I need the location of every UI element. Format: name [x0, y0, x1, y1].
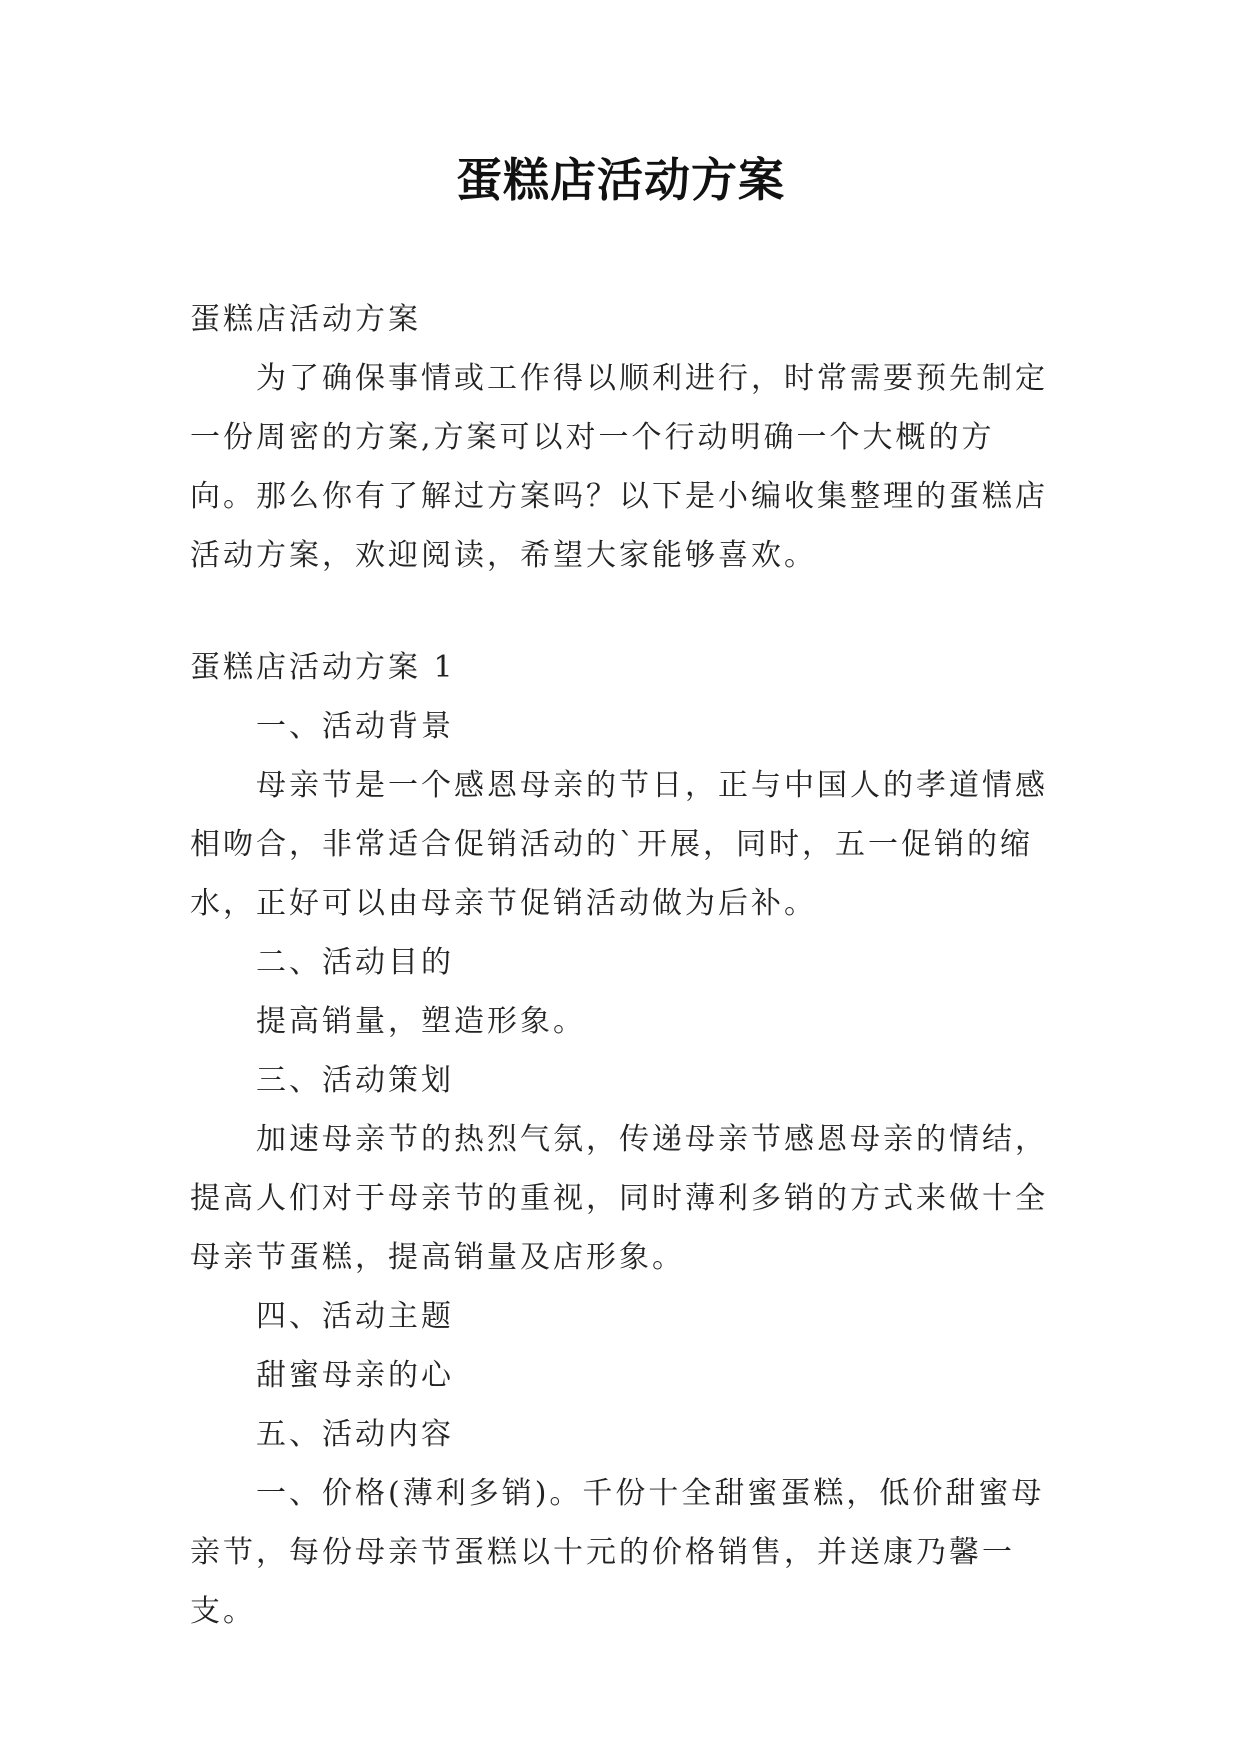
- intro-section: [190, 290, 1060, 585]
- intro-heading: 蛋糕店活动方案: [190, 302, 421, 337]
- paragraph-purpose: 提高销量，塑造形象。: [256, 1004, 586, 1039]
- section-heading: 蛋糕店活动方案 1: [190, 650, 456, 685]
- subheading-theme: 四、活动主题: [256, 1299, 454, 1334]
- intro-paragraph: 为了确保事情或工作得以顺利进行，时常需要预先制定一份周密的方案,方案可以对一个行动明确一个大概的方向。那么你有了解过方案吗？以下是小编收集整理的蛋糕店活动方案，欢迎阅读，希望大家能够喜欢。: [190, 361, 1048, 573]
- paragraph-background: 母亲节是一个感恩母亲的节日，正与中国人的孝道情感相吻合，非常适合促销活动的`开展，同时，五一促销的缩水，正好可以由母亲节促销活动做为后补。: [190, 768, 1048, 921]
- document-title: 蛋糕店活动方案: [456, 153, 785, 207]
- paragraph-planning: 加速母亲节的热烈气氛，传递母亲节感恩母亲的情结，提高人们对于母亲节的重视，同时薄利多销的方式来做十全母亲节蛋糕，提高销量及店形象。: [190, 1122, 1048, 1275]
- section-1: [190, 638, 1060, 1641]
- paragraph-theme: 甜蜜母亲的心: [256, 1358, 454, 1393]
- paragraph-content: 一、价格(薄利多销)。千份十全甜蜜蛋糕，低价甜蜜母亲节，每份母亲节蛋糕以十元的价格销售，并送康乃馨一支。: [190, 1476, 1045, 1629]
- subheading-background: 一、活动背景: [256, 709, 454, 744]
- subheading-planning: 三、活动策划: [256, 1063, 454, 1098]
- subheading-purpose: 二、活动目的: [256, 945, 454, 980]
- subheading-content: 五、活动内容: [256, 1417, 454, 1452]
